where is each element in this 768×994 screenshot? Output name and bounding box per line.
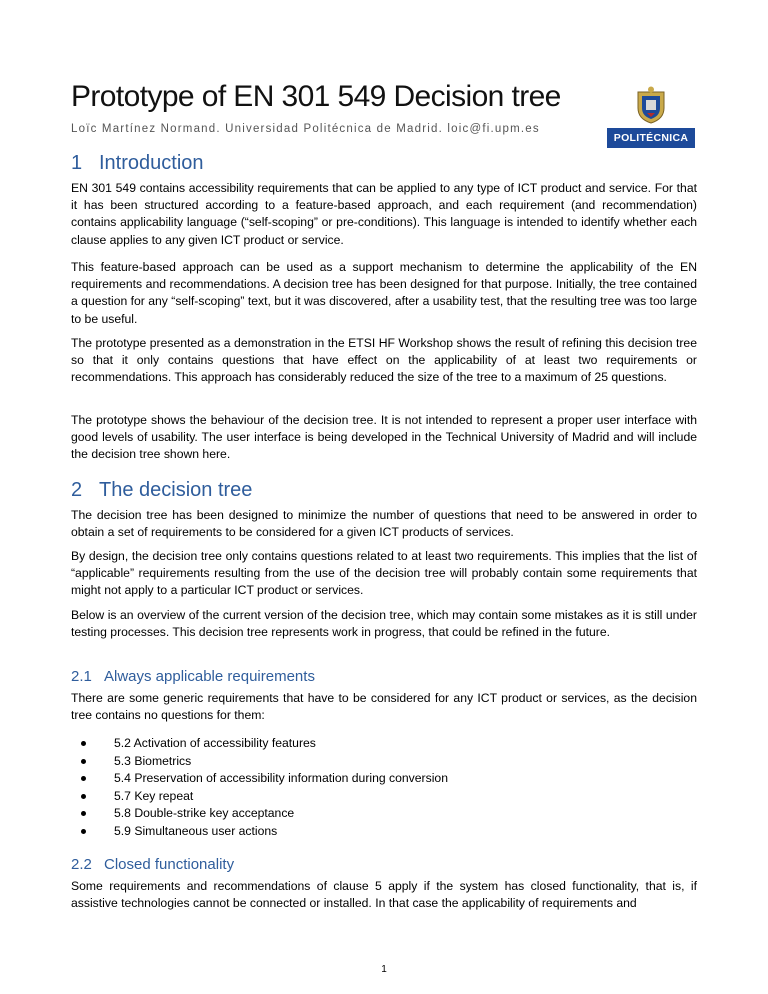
crest-icon bbox=[634, 86, 668, 124]
section-number: 1 bbox=[71, 152, 83, 174]
list-item-text: 5.3 Biometrics bbox=[114, 753, 192, 768]
list-item bbox=[71, 753, 448, 771]
author-line: Loïc Martínez Normand. Universidad Politécnica de Madrid. loic@fi.upm.es bbox=[71, 123, 540, 135]
bullet-icon bbox=[81, 811, 86, 816]
paragraph: By design, the decision tree only contains questions related to at least two requirements. This implies that the list of “applicable” requirements resulting from the use of the decision tree will probably contain some requirements that might not apply to a particular ICT product or services. bbox=[71, 549, 697, 598]
requirements-list bbox=[71, 735, 448, 840]
list-item-text: 5.8 Double-strike key acceptance bbox=[114, 806, 295, 820]
section-number: 2.1 bbox=[71, 668, 92, 685]
document-title: Prototype of EN 301 549 Decision tree bbox=[71, 80, 561, 113]
list-item-text: 5.2 Activation of accessibility features bbox=[114, 736, 316, 750]
paragraph: The decision tree has been designed to minimize the number of questions that need to be answered in order to obtain a set of requirements to be considered for a given ICT products of services. bbox=[71, 508, 697, 540]
section-title: The decision tree bbox=[99, 479, 253, 501]
bullet-icon bbox=[81, 776, 86, 781]
section-number: 2 bbox=[71, 479, 83, 501]
section-title: Closed functionality bbox=[104, 856, 235, 873]
section-number: 2.2 bbox=[71, 856, 92, 873]
list-item-text: 5.9 Simultaneous user actions bbox=[114, 823, 278, 838]
bullet-icon bbox=[81, 794, 86, 799]
list-item bbox=[71, 805, 448, 823]
list-item bbox=[71, 735, 448, 753]
list-item-text: 5.7 Key repeat bbox=[114, 788, 194, 803]
list-item bbox=[71, 770, 448, 788]
section-title: Introduction bbox=[99, 152, 204, 174]
list-item bbox=[71, 788, 448, 806]
page-number: 1 bbox=[381, 964, 387, 975]
section-title: Always applicable requirements bbox=[104, 668, 315, 685]
section-2-2-heading bbox=[71, 856, 234, 873]
section-2-1-heading bbox=[71, 668, 315, 685]
bullet-icon bbox=[81, 829, 86, 834]
bullet-icon bbox=[81, 759, 86, 764]
paragraph: There are some generic requirements that have to be considered for any ICT product or services, as the decision tree contains no questions for them: bbox=[71, 691, 697, 723]
university-logo bbox=[607, 86, 695, 150]
section-2-heading bbox=[71, 479, 252, 502]
section-1-heading bbox=[71, 152, 204, 175]
paragraph: The prototype presented as a demonstration in the ETSI HF Workshop shows the result of refining this decision tree so that it only contains questions that have effect on the applicability of at least two requirements or recommendations. This approach has considerably reduced the size of the tree to a maximum of 25 questions. bbox=[71, 336, 697, 385]
paragraph: Below is an overview of the current version of the decision tree, which may contain some mistakes as it is still under testing processes. This decision tree represents work in progress, that could be refined in the future. bbox=[71, 608, 697, 640]
list-item-text: 5.4 Preservation of accessibility information during conversion bbox=[114, 771, 448, 785]
logo-text: POLITÉCNICA bbox=[607, 128, 695, 148]
bullet-icon bbox=[81, 741, 86, 746]
paragraph: This feature-based approach can be used as a support mechanism to determine the applicability of the EN requirements and recommendations. A decision tree has been designed for that purpose. Initially, the tree contained a question for any “self-scoping” text, but it was discovered, after a usability test, that the resulting tree was too large to be useful. bbox=[71, 260, 697, 326]
paragraph: Some requirements and recommendations of clause 5 apply if the system has closed functionality, that is, if assistive technologies cannot be connected or installed. In that case the applicability of requirements and bbox=[71, 879, 697, 911]
list-item bbox=[71, 823, 448, 841]
paragraph: EN 301 549 contains accessibility requirements that can be applied to any type of ICT product and service. For that it has been structured according to a feature-based approach, and each requirement (and recommendation) contains applicability language (“self-scoping” or pre-conditions). This language is intended to identify whether each clause applies to any given ICT product or service. bbox=[71, 181, 697, 247]
paragraph: The prototype shows the behaviour of the decision tree. It is not intended to represent a proper user interface with good levels of usability. The user interface is being developed in the Technical University of Madrid and will include the decision tree shown here. bbox=[71, 413, 697, 462]
